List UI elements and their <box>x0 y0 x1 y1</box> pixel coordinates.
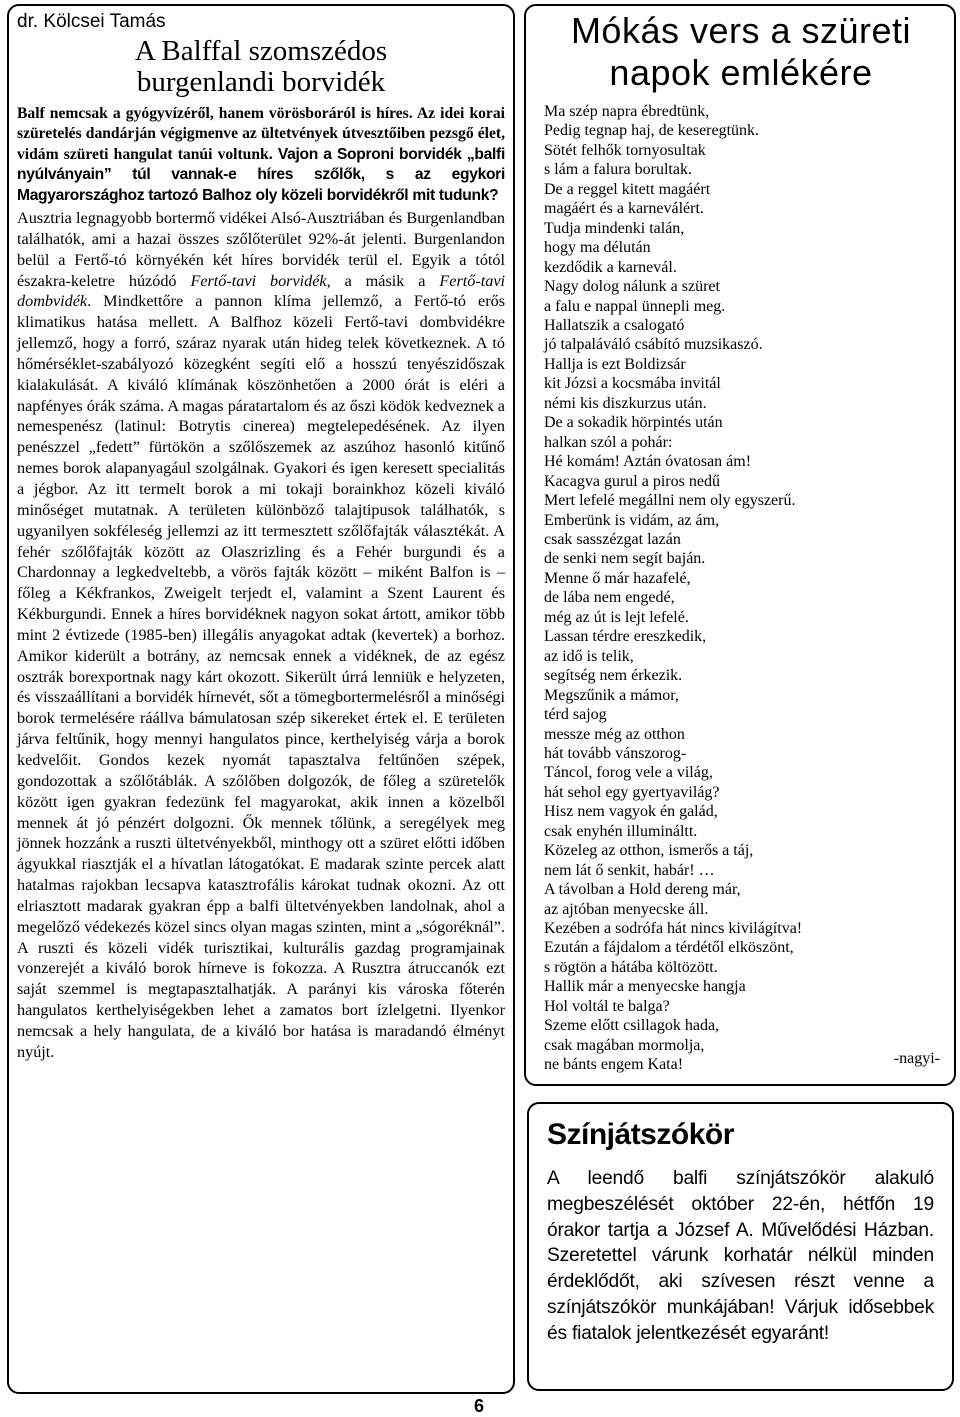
poem-line: az idő is telik, <box>544 647 634 665</box>
poem-line: s rögtön a hátába költözött. <box>544 958 718 976</box>
article-body-italic2: Fertő-tavi dombvidék <box>17 271 506 311</box>
poem-line: Hol voltál te balga? <box>544 997 670 1015</box>
article-title <box>17 36 505 98</box>
article-body-part2: , a másik a <box>326 271 440 290</box>
poem-line: segítség nem érkezik. <box>544 667 683 685</box>
poem-line: magáért és a karneválért. <box>544 200 704 218</box>
poem-line: messze még az otthon <box>544 725 685 743</box>
poem-line: halkan szól a pohár: <box>544 433 673 451</box>
article-body-part3: . Mindkettőre a pannon klíma jellemző, a Fertő-tó erős klimatikus hatása mellett. A Balfhoz közeli Fertő-tavi dombvidékre jellemző, hogy a forró, száraz nyarak után hideg telek következnek. A tó hőmérséklet-szabályozó közegként segíti elő a hosszú tenyészidőszak kialakulását. A kiváló klímának köszönhetően a 2000 órát is eléri a napfényes órák száma. A magas páratartalom és az őszi ködök kedveznek a nemespenész (latinul: Botrytis cinerea) megtelepedésének. Az ilyen penészzel „fedett” fürtökön a szőlőszemek az aszúhoz hasonló kitűnő nemes borok alapanyagául szolgálnak. Gyakori és igen keresett specialitás a jégbor. Az itt termelt borok a mi tokaji borainkhoz közeli kiváló minőséget mutatnak. A területen különböző talajtipusok találhatók, s ugyanilyen sokféleség jellemzi az itt termesztett szőlőfajták választékát. A fehér szőlőfajták között az Olaszrizling és a Fehér burgundi és a Chardonnay a legkedveltebb, a vörös fajták között – miként Balfon is – főleg a Kékfrankos, Zweigelt terjedt el, valamint a Szent Laurent és Kékburgundi. Ennek a híres borvidéknek nagyon sokat ártott, amikor több mint 2 évtizede (1985-ben) illegális anyagokat adtak (kevertek) a borhoz. Amikor kiderült a botrány, az nemcsak ennek a vidéknek, de az egész osztrák borexportnak nagy kárt okozott. Sikerült úrrá lenniük e helyzeten, és visszaállítani a borvidék hírnevét, sőt a tömegbortermelésről a minőségi borok termelésére ráállva bámulatosan szép sikereket értek el. E területen járva feltűnik, hogy mennyi hangulatos pince, kerthelyiség várja a borok kedvelőit. Gondos kezek nyomát tapasztalva feltűnően szépek, gondozottak a szőlőtáblák. A szőlőben dolgozók, de főleg a szüretelők között igen gyakran fedezünk fel magyarokat, akik innen a közelből mennek át jó pénzért dolgozni. Ők mennek tőlünk, a seregélyek meg jönnek hozzánk a ruszti ültetvényekből, minthogy ott a szüret előtti időben ágyukkal riasztják el a hívatlan látogatókat. E madarak szinte percek alatt hatalmas rajokban lecsapva katasztrofális károkat tudnak okozni. Az ott elriasztott madarak gyakran épp a balfi ültetvényekben landolnak, ahol a megelőző védekezés közel sincs olyan magas szinten, mint a „sógoréknál”. A ruszti és közeli vidék turisztikai, kulturális gazdag programjainak vonzerejét a kiváló borok hírneve is fokozza. A Rusztra átruccanók ezt saját szemmel is megtapasztalhatják. A parányi kis városka főterén hangulatos kerthelyiségekben lehet a zamatos bort ízlelgetni. Ilyenkor nemcsak a hely hangulata, de a kiváló bor hatása is maradandó élményt nyújt. <box>17 292 505 1061</box>
poem-line: Kezében a sodrófa hát nincs kivilágítva! <box>544 920 803 938</box>
poem-line: De a sokadik hörpintés után <box>544 414 723 432</box>
poem-line: Lassan térdre ereszkedik, <box>544 628 707 646</box>
poem-line: Hallik már a menyecske hangja <box>544 978 746 996</box>
poem-signature: -nagyi- <box>893 1050 940 1067</box>
poem-line: Hé komám! Aztán óvatosan ám! <box>544 453 752 471</box>
poem-box <box>524 4 956 1086</box>
poem-line: Ma szép napra ébredtünk, <box>544 103 710 120</box>
article-lead <box>17 104 505 206</box>
theatre-club-title: Színjátszókör <box>547 1118 734 1151</box>
poem-line: ne bánts engem Kata! <box>544 1056 684 1074</box>
article-title-line2: burgenlandi borvidék <box>136 66 386 98</box>
poem-line: Hisz nem vagyok én galád, <box>544 803 718 821</box>
article-title-line1: A Balffal szomszédos <box>134 35 388 67</box>
poem-line: hogy ma délután <box>544 239 651 257</box>
page-number: 6 <box>474 1396 485 1416</box>
poem-line: Sötét felhők tornyosultak <box>544 141 706 159</box>
theatre-club-text: A leendő balfi színjátszókör alakuló megbeszélését október 22-én, hétfőn 19 órakor tartja a József A. Művelődési Házban. Szeretettel várunk korhatár nélkül minden érdeklődőt, aki szívesen részt venne a színjátszókör munkájában! Várjuk idősebbek és fiatalok jelentkezését egyaránt! <box>547 1168 934 1344</box>
poem-title-line2: napok emlékére <box>609 52 873 93</box>
article-author: dr. Kölcsei Tamás <box>17 11 166 32</box>
poem-line: Megszűnik a mámor, <box>544 686 679 704</box>
poem-line: de lába nem engedé, <box>544 589 675 607</box>
poem-line: Hallja is ezt Boldizsár <box>544 355 686 373</box>
poem-line: Nagy dolog nálunk a szüret <box>544 278 720 296</box>
poem-title-line1: Mókás vers a szüreti <box>570 10 912 51</box>
poem-line: csak enyhén illumináltt. <box>544 822 698 840</box>
poem-line: hát sehol egy gyertyavilág? <box>544 783 720 801</box>
poem-line: A távolban a Hold dereng már, <box>544 881 741 899</box>
poem-line: Tudja mindenki talán, <box>544 219 685 237</box>
poem-body <box>544 102 938 1075</box>
poem-line: Közeleg az otthon, ismerős a táj, <box>544 842 754 860</box>
poem-title <box>544 10 938 94</box>
poem-line: még az út is lejt lefelé. <box>544 608 689 626</box>
poem-line: de senki nem segít baján. <box>544 550 706 568</box>
article-body-italic1: Fertő-tavi borvidék <box>190 271 327 290</box>
poem-line: Menne ő már hazafelé, <box>544 569 691 587</box>
article-body <box>17 208 505 1063</box>
article-body-part1: Ausztria legnagyobb bortermő vidékei Alsó-Ausztriában és Burgenlandban találhatók, ami a hazai összes szőlőterület 92%-át jelenti. Burgenlandon belül a Fertő-tó környékén két híres borvidék terül el. Egyik a tótól északra-keletre húzódó <box>17 209 505 290</box>
poem-line: Emberünk is vidám, az ám, <box>544 511 720 529</box>
poem-line: Pedig tegnap haj, de keseregtünk. <box>544 122 760 140</box>
article-lead-part2: Vajon a Soproni borvidék „balfi nyúlványain” túl vannak-e híres szőlők, s az egykori Magyarországhoz tartozó Balhoz oly közeli borvidékről mit tudunk? <box>17 145 505 204</box>
poem-line: csak sasszézgat lazán <box>544 530 681 548</box>
article-box <box>7 4 515 1394</box>
poem-line: Szeme előtt csillagok hada, <box>544 1017 720 1035</box>
poem-line: Kacagva gurul a piros nedű <box>544 472 720 490</box>
article-lead-part1: Balf nemcsak a gyógyvízéről, hanem vörösboráról is híres. Az idei korai szüretelés dandárján végigmenve az ültetvények útvesztőiben pezsgő élet, vidám szüreti hangulat tanúi voltunk. <box>17 105 505 163</box>
poem-line: Ezután a fájdalom a térdétől elköszönt, <box>544 939 794 957</box>
poem-line: kit Józsi a kocsmába invitál <box>544 375 721 393</box>
poem-line: De a reggel kitett magáért <box>544 180 711 198</box>
poem-line: térd sajog <box>544 706 607 724</box>
poem-line: Hallatszik a csalogató <box>544 316 685 334</box>
poem-line: hát tovább vánszorog- <box>544 744 687 762</box>
poem-line: jó talpaláváló csábító muzsikaszó. <box>544 336 763 354</box>
poem-line: kezdődik a karnevál. <box>544 258 677 276</box>
poem-line: az ajtóban menyecske áll. <box>544 900 709 918</box>
poem-line: a falu e nappal ünnepli meg. <box>544 297 726 315</box>
poem-line: csak magában mormolja, <box>544 1036 705 1054</box>
poem-line: nem lát ő senkit, habár! … <box>544 861 715 879</box>
poem-line: némi kis diszkurzus után. <box>544 394 707 412</box>
theatre-club-box <box>527 1102 954 1391</box>
poem-line: s lám a falura borultak. <box>544 161 692 179</box>
poem-line: Táncol, forog vele a világ, <box>544 764 713 782</box>
poem-line: Mert lefelé megállni nem oly egyszerű. <box>544 492 796 510</box>
